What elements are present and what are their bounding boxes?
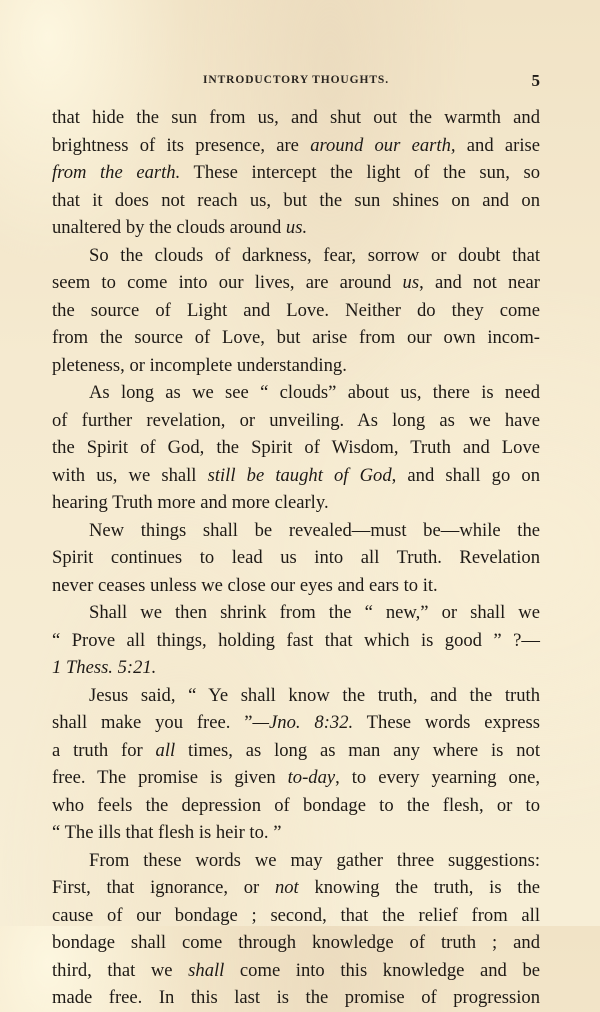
italic-text: 1 Thess. 5:21.	[52, 657, 157, 678]
italic-text: us	[402, 272, 420, 293]
text-segment: , and shall go on	[391, 464, 540, 486]
text-line	[52, 544, 540, 572]
paragraph-first-line	[52, 682, 540, 710]
text-segment: brightness of its presence, are	[52, 134, 311, 156]
text-line	[52, 957, 540, 985]
text-segment: seem to come into our lives, are around	[52, 272, 403, 293]
text-line	[52, 434, 540, 462]
text-line	[52, 819, 540, 847]
text-line	[52, 737, 540, 765]
text-segment: of further revelation, or unveiling. As long as we have	[52, 409, 540, 431]
italic-text: shall	[188, 959, 225, 981]
text-segment: that it does not reach us, but the sun shines on and on	[52, 189, 540, 211]
text-segment: the source of Light and Love. Neither do they come	[52, 299, 540, 321]
body-text	[52, 104, 540, 1012]
text-line	[52, 902, 540, 930]
text-segment: and arise	[455, 134, 540, 156]
text-segment: never ceases unless we close our eyes and ears to it.	[52, 574, 438, 596]
text-line	[52, 269, 540, 297]
text-segment: who feels the depression of bondage to the flesh, or to	[52, 794, 540, 816]
text-segment: made free. In this last is the promise of progression	[52, 987, 540, 1008]
text-line	[52, 929, 540, 957]
text-line	[52, 984, 540, 1012]
text-line	[52, 764, 540, 792]
running-head	[52, 71, 540, 94]
text-segment: pleteness, or incomplete understanding.	[52, 354, 347, 376]
text-line	[52, 572, 540, 600]
text-line	[52, 792, 540, 820]
text-segment: shall make you free. ”	[52, 712, 253, 733]
text-segment: , and not near	[419, 272, 540, 293]
text-segment: a truth for	[52, 739, 156, 761]
text-segment: These words express	[353, 712, 540, 733]
text-segment: times, as long as man any where is not	[175, 739, 540, 761]
text-segment: “ The ills that flesh is heir to. ”	[52, 822, 282, 843]
text-segment: cause of our bondage ; second, that the relief from all	[52, 904, 540, 926]
text-segment: with us, we shall	[52, 464, 208, 486]
text-line	[52, 132, 540, 160]
text-segment: These intercept the light of the sun, so	[180, 162, 540, 183]
text-segment: From these words we may gather three suggestions:	[89, 849, 540, 871]
text-segment: First, that ignorance, or	[52, 877, 275, 898]
text-segment: Spirit continues to lead us into all Truth. Revelation	[52, 547, 540, 568]
text-line	[52, 627, 540, 655]
text-segment: As long as we see “ clouds” about us, there is need	[89, 382, 540, 403]
text-line	[52, 407, 540, 435]
running-head-title: INTRODUCTORY THOUGHTS.	[203, 74, 389, 86]
text-segment: that hide the sun from us, and shut out the warmth and	[52, 107, 540, 128]
text-line	[52, 654, 540, 682]
text-line	[52, 352, 540, 380]
text-line	[52, 874, 540, 902]
text-segment: hearing Truth more and more clearly.	[52, 492, 329, 513]
italic-text: from the earth.	[52, 162, 181, 183]
text-segment: , to every yearning one,	[335, 767, 541, 788]
text-segment: So the clouds of darkness, fear, sorrow or doubt that	[89, 244, 540, 266]
paragraph-first-line	[52, 517, 540, 545]
italic-text: around our earth,	[310, 134, 456, 156]
text-segment: New things shall be revealed—must be—while the	[89, 519, 540, 541]
italic-text: to-day	[287, 767, 336, 788]
text-line	[52, 324, 540, 352]
text-line	[52, 709, 540, 737]
italic-text: not	[274, 877, 299, 898]
text-line	[52, 104, 540, 132]
text-segment: Shall we then shrink from the “ new,” or shall we	[89, 602, 540, 623]
text-segment: come into this knowledge and be	[224, 959, 540, 981]
text-segment: free. The promise is given	[52, 767, 288, 788]
italic-text: all	[155, 739, 176, 761]
italic-text: us.	[285, 217, 308, 238]
text-line	[52, 214, 540, 242]
text-line	[52, 462, 540, 490]
text-segment: unaltered by the clouds around	[52, 217, 286, 238]
text-line	[52, 187, 540, 215]
italic-text: —Jno. 8:32.	[252, 712, 354, 733]
text-line	[52, 489, 540, 517]
text-segment: knowing the truth, is the	[298, 877, 540, 898]
text-segment: Jesus said, “ Ye shall know the truth, and the truth	[89, 684, 540, 706]
text-segment: third, that we	[52, 959, 189, 981]
paragraph-first-line	[52, 242, 540, 270]
paragraph-first-line	[52, 599, 540, 627]
text-segment: bondage shall come through knowledge of truth ; and	[52, 932, 540, 953]
text-segment: the Spirit of God, the Spirit of Wisdom, Truth and Love	[52, 437, 540, 458]
text-line	[52, 159, 540, 187]
page-number: 5	[531, 71, 540, 90]
text-segment: from the source of Love, but arise from our own incom-	[52, 327, 540, 348]
paragraph-first-line	[52, 847, 540, 875]
text-line	[52, 297, 540, 325]
paragraph-first-line	[52, 379, 540, 407]
text-segment: “ Prove all things, holding fast that which is good ” ?—	[52, 629, 540, 651]
italic-text: still be taught of God	[207, 464, 392, 486]
